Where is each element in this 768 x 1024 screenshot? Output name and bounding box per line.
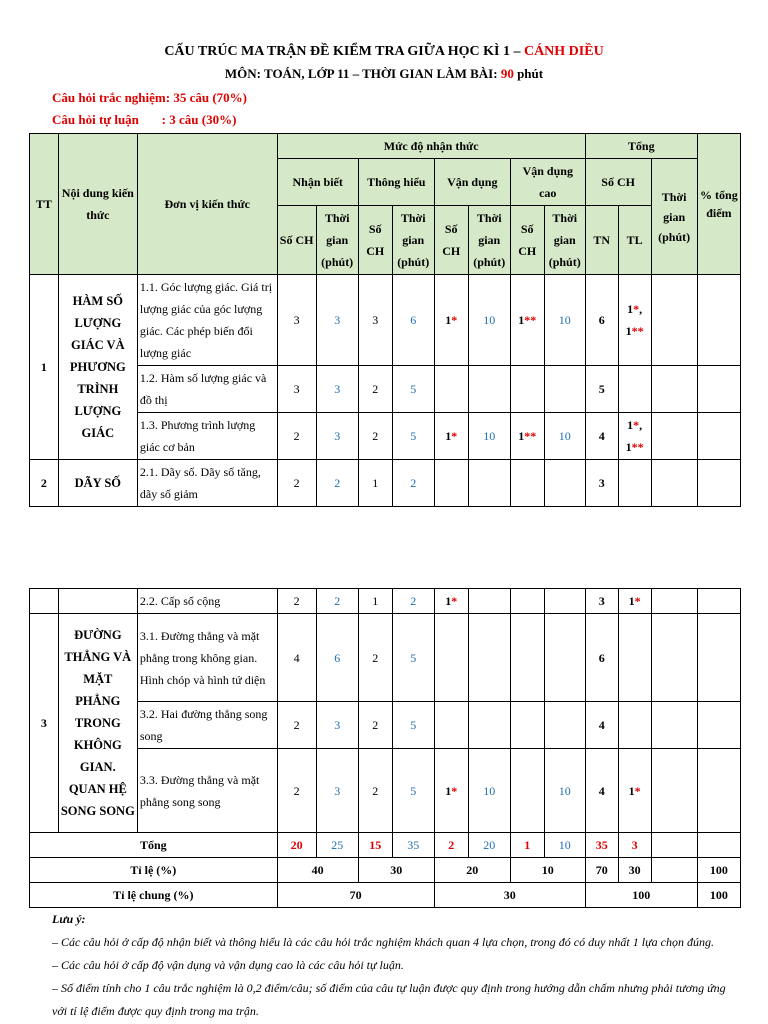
cell: [544, 460, 585, 507]
topic-content: DÃY SỐ: [58, 460, 137, 507]
cell: 6: [392, 275, 434, 366]
cell: [651, 702, 697, 749]
cell: 30: [618, 858, 651, 883]
cell: [651, 589, 697, 614]
cell: 1*: [434, 413, 468, 460]
cell: 10: [468, 413, 510, 460]
cell: [651, 366, 697, 413]
matrix-table-part1: [29, 133, 741, 507]
cell: [618, 366, 651, 413]
cell: 2: [392, 460, 434, 507]
cell: 4: [585, 413, 618, 460]
document-subtitle: MÔN: TOÁN, LỚP 11 – THỜI GIAN LÀM BÀI: 90 phút: [224, 66, 544, 81]
cell: 10: [468, 749, 510, 833]
knowledge-unit: 2.2. Cấp số cộng: [137, 589, 277, 614]
cell: 10: [468, 275, 510, 366]
cell: 5: [392, 749, 434, 833]
cell: 35: [392, 833, 434, 858]
cell: 2: [434, 833, 468, 858]
cell: [58, 589, 137, 614]
cell: [544, 614, 585, 702]
cell: 4: [585, 702, 618, 749]
col-header-tt: TT: [30, 134, 59, 275]
cell: 2: [277, 460, 316, 507]
cell: 3: [316, 413, 358, 460]
cell: 70: [277, 883, 434, 908]
cell: 2: [277, 749, 316, 833]
col-header-unit: Đơn vị kiến thức: [137, 134, 277, 275]
cell: 10: [510, 858, 585, 883]
col-header-total-count: Số CH: [585, 159, 651, 206]
cell: [697, 275, 740, 366]
note-item: – Số điểm tính cho 1 câu trắc nghiệm là 0,2 điểm/câu; số điểm của câu tự luận được quy định trong hướng dẫn chấm nhưng phải tương ứng với tỉ lệ điểm được quy định trong ma trận.: [52, 981, 726, 1018]
sub-header-count: Số CH: [434, 206, 468, 275]
cell: [544, 366, 585, 413]
sub-header-time: Thời gian (phút): [468, 206, 510, 275]
cell: [651, 460, 697, 507]
cell: 1*: [618, 749, 651, 833]
sub-header-count: Số CH: [358, 206, 392, 275]
ratio-label: Tỉ lệ (%): [30, 858, 278, 883]
cell: 10: [544, 413, 585, 460]
cell: [510, 749, 544, 833]
cell: 15: [358, 833, 392, 858]
cell: [468, 460, 510, 507]
cell: [697, 589, 740, 614]
cell: 6: [585, 614, 618, 702]
cell: [618, 702, 651, 749]
knowledge-unit: 1.1. Góc lượng giác. Giá trị lượng giác của góc lượng giác. Các phép biến đổi lượng giác: [137, 275, 277, 366]
cell: [651, 749, 697, 833]
col-header-apply: Vận dụng: [434, 159, 510, 206]
cell: [651, 833, 697, 858]
knowledge-unit: 3.3. Đường thẳng và mặt phẳng song song: [137, 749, 277, 833]
cell: [30, 589, 59, 614]
cell: 10: [544, 833, 585, 858]
cell: [544, 589, 585, 614]
col-header-apply-high: Vận dụng cao: [510, 159, 585, 206]
cell: [651, 413, 697, 460]
cell: [697, 366, 740, 413]
cell: [510, 702, 544, 749]
note-item: – Các câu hỏi ở cấp độ vận dụng và vận dụng cao là các câu hỏi tự luận.: [52, 958, 404, 972]
cell: [697, 413, 740, 460]
cell: 3: [316, 275, 358, 366]
cell: [697, 833, 740, 858]
cell: 3: [277, 366, 316, 413]
row-number: 3: [30, 614, 59, 833]
cell: 2: [316, 460, 358, 507]
cell: 100: [697, 883, 740, 908]
cell: [434, 366, 468, 413]
col-header-percent: % tổng điểm: [697, 134, 740, 275]
cell: [510, 366, 544, 413]
cell: [651, 858, 697, 883]
sub-header-time: Thời gian (phút): [316, 206, 358, 275]
notes-section: [52, 908, 732, 1023]
cell: 20: [277, 833, 316, 858]
cell: [510, 589, 544, 614]
sub-header-time: Thời gian (phút): [392, 206, 434, 275]
cell: 30: [358, 858, 434, 883]
cell: 1: [358, 460, 392, 507]
cell: [618, 460, 651, 507]
cell: 100: [697, 858, 740, 883]
cell: 2: [277, 589, 316, 614]
cell: 3: [316, 366, 358, 413]
cell: 70: [585, 858, 618, 883]
cell: [697, 749, 740, 833]
cell: 2: [277, 702, 316, 749]
cell: [434, 614, 468, 702]
col-header-recognize: Nhận biết: [277, 159, 358, 206]
cell: 5: [392, 413, 434, 460]
cell: [697, 702, 740, 749]
cell: [468, 366, 510, 413]
cell: 20: [434, 858, 510, 883]
totals-label: Tổng: [30, 833, 278, 858]
cell: [468, 614, 510, 702]
knowledge-unit: 2.1. Dãy số. Dãy số tăng, dãy số giảm: [137, 460, 277, 507]
cell: 5: [392, 702, 434, 749]
cell: 2: [358, 614, 392, 702]
row-number: 1: [30, 275, 59, 460]
general-ratio-label: Tỉ lệ chung (%): [30, 883, 278, 908]
cell: 2: [358, 702, 392, 749]
cell: 3: [585, 460, 618, 507]
cell: 10: [544, 749, 585, 833]
knowledge-unit: 1.3. Phương trình lượng giác cơ bản: [137, 413, 277, 460]
cell: [651, 275, 697, 366]
cell: [434, 460, 468, 507]
sub-header-tl: TL: [618, 206, 651, 275]
cell: 6: [585, 275, 618, 366]
sub-header-count: Số CH: [277, 206, 316, 275]
cell: 10: [544, 275, 585, 366]
cell: 5: [392, 366, 434, 413]
mc-question-info: Câu hỏi trắc nghiệm: 35 câu (70%): [52, 90, 247, 105]
col-header-total: Tổng: [585, 134, 697, 159]
cell: 1**: [510, 275, 544, 366]
cell: 30: [434, 883, 585, 908]
topic-content: ĐƯỜNG THẲNG VÀ MẶT PHẲNG TRONG KHÔNG GIAN. QUAN HỆ SONG SONG: [58, 614, 137, 833]
knowledge-unit: 3.1. Đường thẳng và mặt phẳng trong không gian. Hình chóp và hình tứ diện: [137, 614, 277, 702]
cell: 2: [358, 749, 392, 833]
matrix-table-part2: [29, 588, 741, 908]
cell: 2: [277, 413, 316, 460]
note-item: – Các câu hỏi ở cấp độ nhận biết và thông hiểu là các câu hỏi trắc nghiệm khách quan 4 lựa chọn, trong đó có duy nhất 1 lựa chọn đúng.: [52, 935, 714, 949]
cell: [697, 460, 740, 507]
cell: [618, 614, 651, 702]
knowledge-unit: 3.2. Hai đường thẳng song song: [137, 702, 277, 749]
table-row: [30, 614, 741, 702]
cell: 3: [358, 275, 392, 366]
cell: 4: [277, 614, 316, 702]
cell: [697, 614, 740, 702]
cell: 1**: [510, 413, 544, 460]
table-row: [30, 589, 741, 614]
cell: 20: [468, 833, 510, 858]
row-number: 2: [30, 460, 59, 507]
cell: 1*, 1**: [618, 275, 651, 366]
document-title: CẤU TRÚC MA TRẬN ĐỀ KIỂM TRA GIỮA HỌC KÌ 1 – CÁNH DIỀU: [164, 44, 604, 59]
cell: [510, 460, 544, 507]
ratio-row: [30, 858, 741, 883]
cell: 3: [316, 702, 358, 749]
col-header-levels: Mức độ nhận thức: [277, 134, 585, 159]
cell: 3: [585, 589, 618, 614]
sub-header-tn: TN: [585, 206, 618, 275]
cell: 3: [618, 833, 651, 858]
cell: 25: [316, 833, 358, 858]
cell: 35: [585, 833, 618, 858]
cell: 2: [392, 589, 434, 614]
cell: 1*: [434, 749, 468, 833]
cell: 100: [585, 883, 697, 908]
cell: 3: [277, 275, 316, 366]
cell: 3: [316, 749, 358, 833]
cell: 2: [358, 413, 392, 460]
knowledge-unit: 1.2. Hàm số lượng giác và đồ thị: [137, 366, 277, 413]
cell: 2: [316, 589, 358, 614]
cell: [544, 702, 585, 749]
cell: [434, 702, 468, 749]
col-header-understand: Thông hiểu: [358, 159, 434, 206]
sub-header-count: Số CH: [510, 206, 544, 275]
cell: 5: [585, 366, 618, 413]
topic-content: HÀM SỐ LƯỢNG GIÁC VÀ PHƯƠNG TRÌNH LƯỢNG GIÁC: [58, 275, 137, 460]
cell: 2: [358, 366, 392, 413]
cell: [510, 614, 544, 702]
cell: 6: [316, 614, 358, 702]
cell: 40: [277, 858, 358, 883]
table-row: [30, 460, 741, 507]
cell: 1: [510, 833, 544, 858]
cell: 1*, 1**: [618, 413, 651, 460]
col-header-total-time: Thời gian (phút): [651, 159, 697, 275]
cell: 1*: [434, 275, 468, 366]
cell: 1: [358, 589, 392, 614]
cell: 1*: [434, 589, 468, 614]
cell: 4: [585, 749, 618, 833]
essay-question-info: Câu hỏi tự luận : 3 câu (30%): [52, 112, 237, 127]
totals-row: [30, 833, 741, 858]
general-ratio-row: [30, 883, 741, 908]
col-header-content: Nội dung kiến thức: [58, 134, 137, 275]
notes-label: Lưu ý:: [52, 912, 86, 926]
cell: [468, 589, 510, 614]
cell: 5: [392, 614, 434, 702]
cell: 1*: [618, 589, 651, 614]
cell: [651, 614, 697, 702]
cell: [468, 702, 510, 749]
sub-header-time: Thời gian (phút): [544, 206, 585, 275]
table-row: [30, 275, 741, 366]
